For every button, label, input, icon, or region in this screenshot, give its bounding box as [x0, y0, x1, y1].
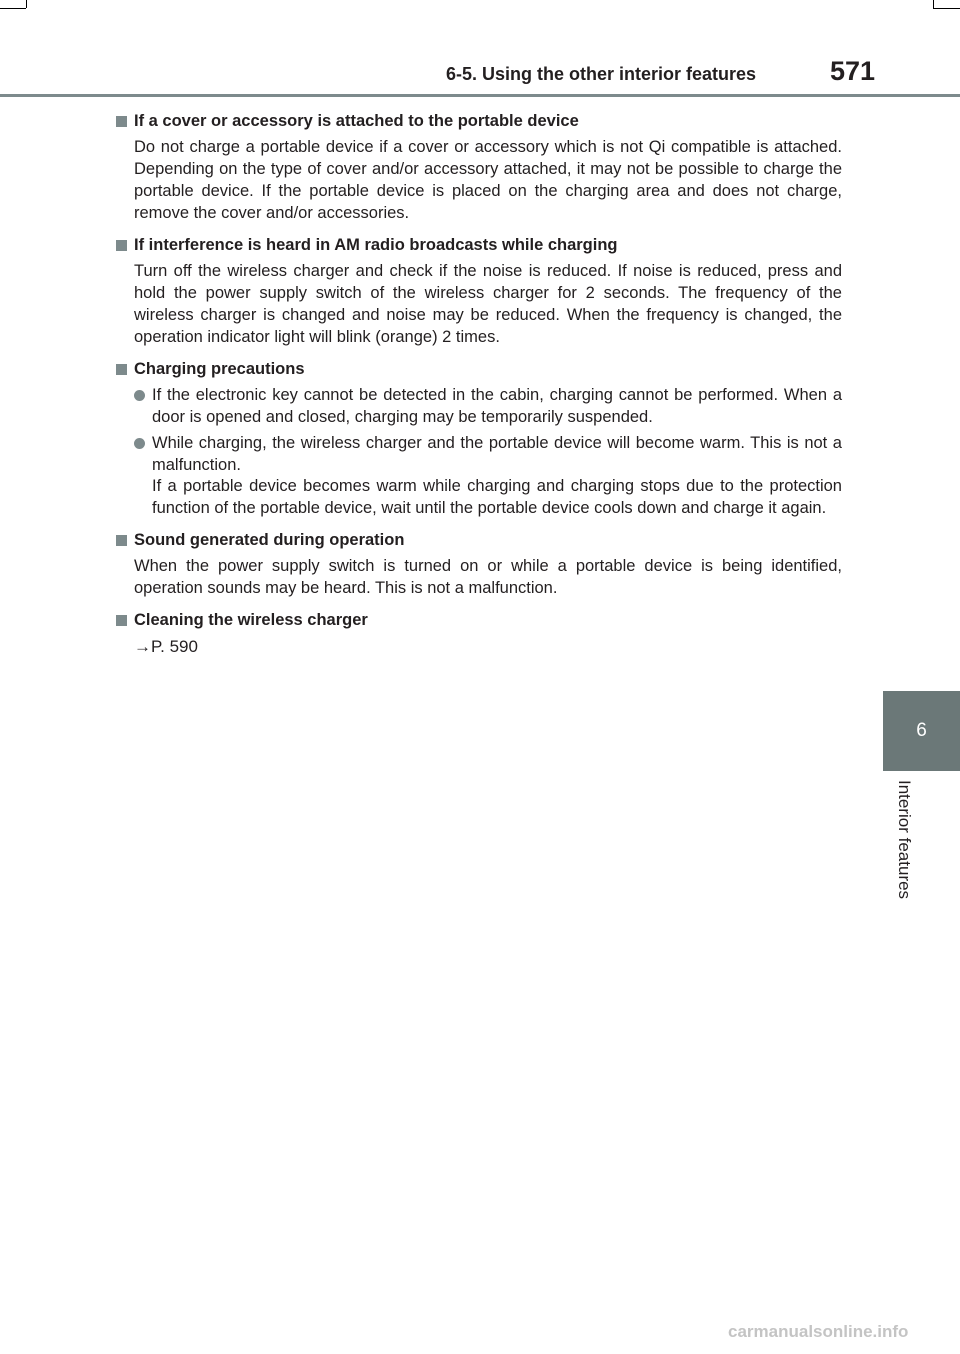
crop-mark-top-left-h [0, 8, 26, 9]
crop-mark-top-right-v [933, 0, 934, 8]
section-cleaning [116, 609, 842, 659]
heading-text: Cleaning the wireless charger [134, 611, 368, 629]
heading-text: If interference is heard in AM radio broadcasts while charging [134, 236, 618, 254]
watermark: carmanualsonline.info [728, 1322, 909, 1341]
bullet-text: If the electronic key cannot be detected in the cabin, charging cannot be performed. When a door is opened and closed, charging may be temporarily suspended. [152, 386, 842, 426]
section-heading [116, 609, 842, 631]
header-divider [0, 94, 960, 97]
page-content [116, 110, 842, 669]
section-cover-accessory [116, 110, 842, 224]
square-bullet-icon [116, 240, 127, 251]
bullet-text: If a portable device becomes warm while charging and charging stops due to the protection function of the portable device, wait until the portable device cools down and charge it again. [152, 477, 842, 517]
section-sound-operation [116, 529, 842, 599]
circle-bullet-icon [134, 390, 145, 401]
section-heading [116, 234, 842, 256]
square-bullet-icon [116, 535, 127, 546]
list-item [134, 433, 842, 519]
page-number: 571 [830, 56, 876, 86]
crop-mark-top-left-v [26, 0, 27, 8]
chapter-label: Interior features [895, 780, 914, 900]
section-paragraph: Turn off the wireless charger and check if the noise is reduced. If noise is reduced, press and hold the power supply switch of the wireless charger for 2 seconds. The frequency of the wireless charger is changed and noise may be reduced. When the frequency is changed, the operation indicator light will blink (orange) 2 times. [134, 262, 842, 346]
section-paragraph: When the power supply switch is turned on or while a portable device is being identified, operation sounds may be heard. This is not a malfunction. [134, 557, 842, 597]
square-bullet-icon [116, 364, 127, 375]
section-paragraph: Do not charge a portable device if a cover or accessory which is not Qi compatible is attached. Depending on the type of cover and/or accessory attached, it may not be possible to charge the portable device. If the portable device is placed on the charging area and does not charge, remove the cover and/or accessories. [134, 138, 842, 222]
crop-mark-top-right-h [933, 8, 960, 9]
section-am-interference [116, 234, 842, 348]
circle-bullet-icon [134, 438, 145, 449]
square-bullet-icon [116, 116, 127, 127]
page-reference-link[interactable]: →P. 590 [134, 637, 198, 656]
heading-text: If a cover or accessory is attached to the portable device [134, 112, 579, 130]
list-item [134, 385, 842, 428]
section-heading [116, 358, 842, 380]
section-charging-precautions [116, 358, 842, 519]
chapter-number: 6 [916, 720, 927, 741]
heading-text: Charging precautions [134, 360, 305, 378]
chapter-tab[interactable] [883, 691, 960, 771]
section-heading [116, 110, 842, 132]
heading-text: Sound generated during operation [134, 531, 405, 549]
section-heading [116, 529, 842, 551]
square-bullet-icon [116, 615, 127, 626]
bullet-text: While charging, the wireless charger and the portable device will become warm. This is not a malfunction. [152, 434, 842, 474]
section-title: 6-5. Using the other interior features [446, 64, 757, 84]
